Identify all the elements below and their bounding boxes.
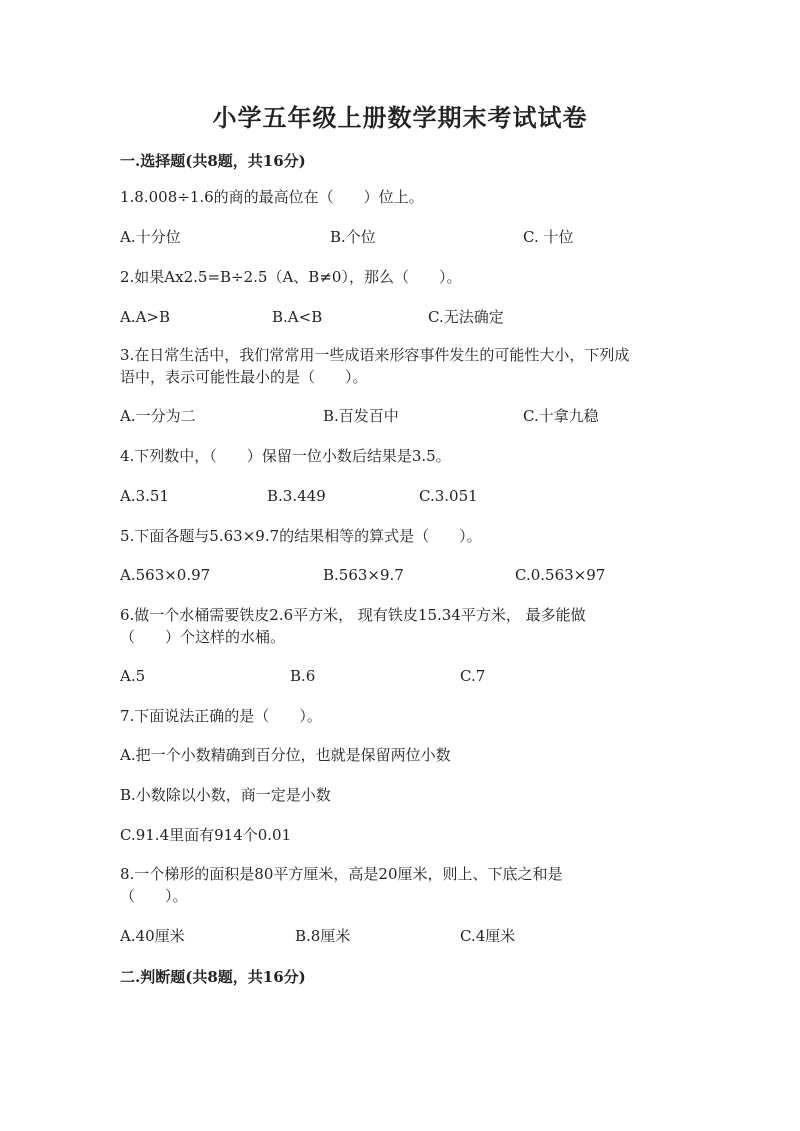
question-2-option-b: B.A<B xyxy=(272,308,323,326)
question-8-option-a: A.40厘米 xyxy=(120,927,185,945)
question-8-text-line-1: 8.一个梯形的面积是80平方厘米，高是20厘米，则上、下底之和是 xyxy=(120,865,563,883)
question-8-option-b: B.8厘米 xyxy=(295,927,351,945)
question-8-option-c: C.4厘米 xyxy=(460,927,516,945)
question-7-option-c: C.91.4里面有914个0.01 xyxy=(120,826,292,844)
question-1-option-a: A.十分位 xyxy=(120,228,181,246)
question-1-option-c: C. 十位 xyxy=(523,228,574,246)
question-5-option-b: B.563×9.7 xyxy=(323,566,404,584)
question-7-option-a: A.把一个小数精确到百分位，也就是保留两位小数 xyxy=(120,746,451,764)
question-6-option-b: B.6 xyxy=(290,667,316,685)
question-6-option-a: A.5 xyxy=(120,667,146,685)
question-3-option-b: B.百发百中 xyxy=(323,407,399,425)
section-header-judgment: 二.判断题(共8题，共16分) xyxy=(120,968,306,986)
question-4-option-a: A.3.51 xyxy=(120,487,169,505)
question-6-text-line-1: 6.做一个水桶需要铁皮2.6平方米， 现有铁皮15.34平方米， 最多能做 xyxy=(120,606,586,624)
question-6-option-c: C.7 xyxy=(460,667,486,685)
question-5-text: 5.下面各题与5.63×9.7的结果相等的算式是（ ）。 xyxy=(120,527,482,545)
question-3-option-c: C.十拿九稳 xyxy=(523,407,599,425)
question-5-option-a: A.563×0.97 xyxy=(120,566,211,584)
question-2-text: 2.如果Ax2.5=B÷2.5（A、B≠0），那么（ ）。 xyxy=(120,268,462,286)
section-header-choice: 一.选择题(共8题，共16分) xyxy=(120,152,306,170)
question-4-option-b: B.3.449 xyxy=(267,487,326,505)
question-4-option-c: C.3.051 xyxy=(419,487,478,505)
question-3-text-line-1: 3.在日常生活中，我们常常用一些成语来形容事件发生的可能性大小，下列成 xyxy=(120,346,630,364)
question-1-option-b: B.个位 xyxy=(330,228,376,246)
question-1-text: 1.8.008÷1.6的商的最高位在（ ）位上。 xyxy=(120,188,424,206)
page-title: 小学五年级上册数学期末考试试卷 xyxy=(212,103,588,132)
question-5-option-c: C.0.563×97 xyxy=(515,566,606,584)
question-3-option-a: A.一分为二 xyxy=(120,407,196,425)
question-3-text-line-2: 语中，表示可能性最小的是（ ）。 xyxy=(120,368,368,386)
question-2-option-c: C.无法确定 xyxy=(428,308,504,326)
question-4-text: 4.下列数中，（ ）保留一位小数后结果是3.5。 xyxy=(120,447,451,465)
question-6-text-line-2: （ ）个这样的水桶。 xyxy=(120,628,286,646)
question-7-text: 7.下面说法正确的是（ ）。 xyxy=(120,707,322,725)
question-7-option-b: B.小数除以小数，商一定是小数 xyxy=(120,786,331,804)
question-2-option-a: A.A>B xyxy=(120,308,171,326)
question-8-text-line-2: （ ）。 xyxy=(120,887,188,905)
